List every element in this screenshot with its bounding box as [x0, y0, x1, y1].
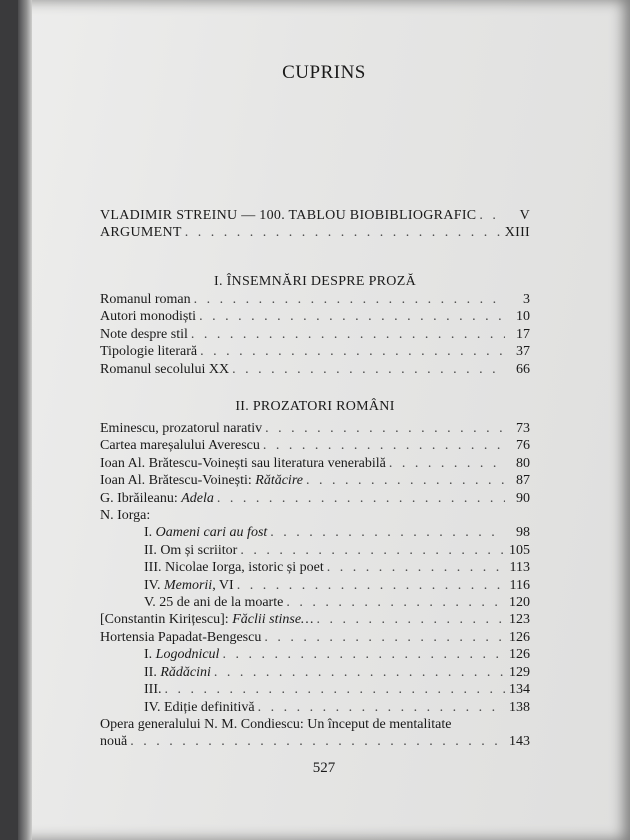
toc-entry-label: [144, 524, 267, 541]
page-binding-edge: [18, 0, 32, 840]
section-2-list: [100, 420, 530, 751]
dot-leader: [306, 472, 505, 489]
page-title: CUPRINS: [282, 62, 366, 83]
toc-entry-label: [144, 577, 234, 594]
toc-entry-label: ARGUMENT: [100, 225, 182, 241]
toc-entry-label: Ioan Al. Brătescu-Voinești sau literatura venerabilă: [100, 455, 386, 471]
toc-entry-label: [144, 646, 219, 663]
toc-entry-page: 76: [516, 438, 530, 454]
toc-entry: [100, 420, 530, 437]
front-matter-list: [100, 207, 530, 242]
toc-entry-label-italic: Rătăcire: [255, 473, 303, 489]
toc-entry-label: Note despre stil: [100, 326, 188, 342]
toc-entry-label-italic: Rădăcini: [160, 664, 211, 680]
section-heading: II. PROZATORI ROMÂNI: [235, 399, 395, 414]
toc-entry-page: XIII: [504, 225, 530, 241]
dot-leader: [214, 664, 505, 681]
toc-entry-label: Tipologie literară: [100, 344, 198, 360]
toc-entry-line1: [100, 716, 530, 733]
dot-leader: [232, 361, 505, 378]
dot-leader: [389, 455, 505, 472]
toc-entry-page: 37: [516, 344, 530, 360]
toc-entry-label: III.: [144, 682, 162, 698]
toc-entry-page: 90: [516, 490, 530, 506]
toc-entry-group-heading: [100, 507, 530, 524]
toc-entry-label: Eminescu, prozatorul narativ: [100, 421, 263, 436]
dot-leader: [130, 733, 505, 750]
toc-subentry: [100, 577, 530, 594]
toc-entry-label: [100, 490, 214, 507]
dot-leader: [286, 594, 505, 611]
toc-entry-page: 66: [516, 361, 530, 377]
toc-entry-label: Romanul secolului XX: [100, 361, 230, 377]
dot-leader: [222, 646, 505, 663]
toc-entry-page: 116: [509, 577, 530, 593]
dot-leader: [237, 577, 505, 594]
toc-entry-page: 126: [509, 629, 530, 645]
toc-entry: [100, 472, 530, 489]
dot-leader: [217, 490, 505, 507]
toc-entry-label-italic: Făclii stinse…: [232, 612, 314, 628]
dot-leader: [194, 291, 505, 308]
toc-entry-label: [144, 664, 211, 681]
toc-entry: [100, 437, 530, 454]
toc-entry-label: III. Nicolae Iorga, istoric și poet: [144, 560, 324, 576]
toc-entry-label: VLADIMIR STREINU — 100. TABLOU BIOBIBLIOGRAFIC: [100, 208, 477, 223]
toc-entry: [100, 611, 530, 628]
section-1-list: [100, 291, 530, 378]
toc-entry-page: 105: [509, 542, 530, 558]
toc-entry: [100, 343, 530, 360]
toc-entry-page: 126: [509, 647, 530, 663]
toc-entry-page: 87: [516, 473, 530, 489]
toc-entry: [100, 308, 530, 325]
dot-leader: [191, 326, 505, 343]
toc-subentry: [100, 646, 530, 663]
toc-entry-label-tail: , VI: [212, 577, 234, 593]
dot-leader: [258, 699, 505, 716]
toc-entry: [100, 490, 530, 507]
toc-entry-label: [100, 611, 313, 628]
dot-leader: [327, 559, 505, 576]
toc-entry-page: 80: [516, 455, 530, 471]
toc-entry: [100, 224, 530, 241]
dot-leader: [479, 207, 505, 224]
toc-entry-page: 113: [509, 560, 530, 576]
toc-subentry: [100, 559, 530, 576]
toc-entry-label-plain: I.: [144, 647, 156, 663]
toc-subentry: [100, 542, 530, 559]
toc-entry: [100, 326, 530, 343]
toc-entry-label: Hortensia Papadat-Bengescu: [100, 629, 262, 645]
toc-entry-label-plain: Ioan Al. Brătescu-Voinești:: [100, 473, 256, 489]
toc-entry-page: 143: [509, 734, 530, 750]
toc-subentry: [100, 594, 530, 611]
toc-entry-label-italic: Oameni cari au fost: [155, 525, 268, 541]
dot-leader: [263, 437, 505, 454]
toc-entry-label-plain: [Constantin Kirițescu]:: [100, 612, 233, 628]
toc-entry-page: 123: [509, 612, 530, 628]
toc-entry-label: II. Om și scriitor: [144, 542, 238, 558]
toc-entry-page: 73: [516, 421, 530, 436]
dot-leader: [199, 308, 505, 325]
toc-entry: [100, 455, 530, 472]
toc-entry-page: 10: [516, 309, 530, 325]
toc-entry-label: N. Iorga:: [100, 508, 151, 524]
toc-entry-label: [100, 472, 303, 489]
book-page: [18, 0, 630, 840]
section-2-heading-wrap: [100, 398, 530, 415]
toc-subentry: [100, 699, 530, 716]
page-number: 527: [312, 760, 336, 776]
dot-leader: [240, 542, 505, 559]
dot-leader: [200, 343, 505, 360]
toc-entry-label-italic: Memorii: [163, 577, 213, 593]
toc-subentry: [100, 664, 530, 681]
dot-leader: [316, 611, 505, 628]
toc-entry-label: nouă: [100, 734, 128, 750]
section-1-heading-wrap: [100, 273, 530, 290]
toc-entry: [100, 733, 530, 750]
dot-leader: [265, 420, 505, 437]
toc-entry-page: 17: [516, 326, 530, 342]
toc-entry-page: 138: [509, 699, 530, 715]
toc-entry-label: V. 25 de ani de la moarte: [144, 595, 284, 611]
toc-entry-label-plain: IV.: [144, 577, 164, 593]
toc-entry-label-italic: Logodnicul: [155, 647, 220, 663]
toc-subentry: [100, 681, 530, 698]
toc-entry-page: V: [519, 208, 530, 223]
dot-leader: [264, 629, 505, 646]
toc-entry-label: IV. Ediție definitivă: [144, 699, 255, 715]
toc-entry-page: 129: [509, 664, 530, 680]
toc-entry: [100, 207, 530, 224]
dot-leader: [165, 681, 506, 698]
toc-entry-label-plain: I.: [144, 525, 156, 541]
dot-leader: [270, 524, 505, 541]
toc-entry-label: Romanul roman: [100, 292, 191, 307]
toc-entry-label: Opera generalului N. M. Condiescu: Un început de mentalitate: [100, 716, 452, 732]
dot-leader: [185, 224, 502, 241]
toc-entry-page: 98: [516, 525, 530, 541]
toc-entry-page: 134: [509, 682, 530, 698]
toc-entry: [100, 361, 530, 378]
toc-entry-label: Cartea mareșalului Averescu: [100, 438, 260, 454]
toc-subentry: [100, 524, 530, 541]
toc-entry: [100, 291, 530, 308]
toc-entry-page: 120: [509, 595, 530, 611]
toc-entry: [100, 629, 530, 646]
toc-entry-page: 3: [523, 292, 530, 307]
toc-entry-label-plain: G. Ibrăileanu:: [100, 490, 182, 506]
section-heading: I. ÎNSEMNĂRI DESPRE PROZĂ: [214, 274, 416, 289]
toc-entry-label: Autori monodiști: [100, 309, 197, 325]
toc-entry-label-plain: II.: [144, 664, 161, 680]
toc-entry-label-italic: Adela: [181, 490, 214, 506]
